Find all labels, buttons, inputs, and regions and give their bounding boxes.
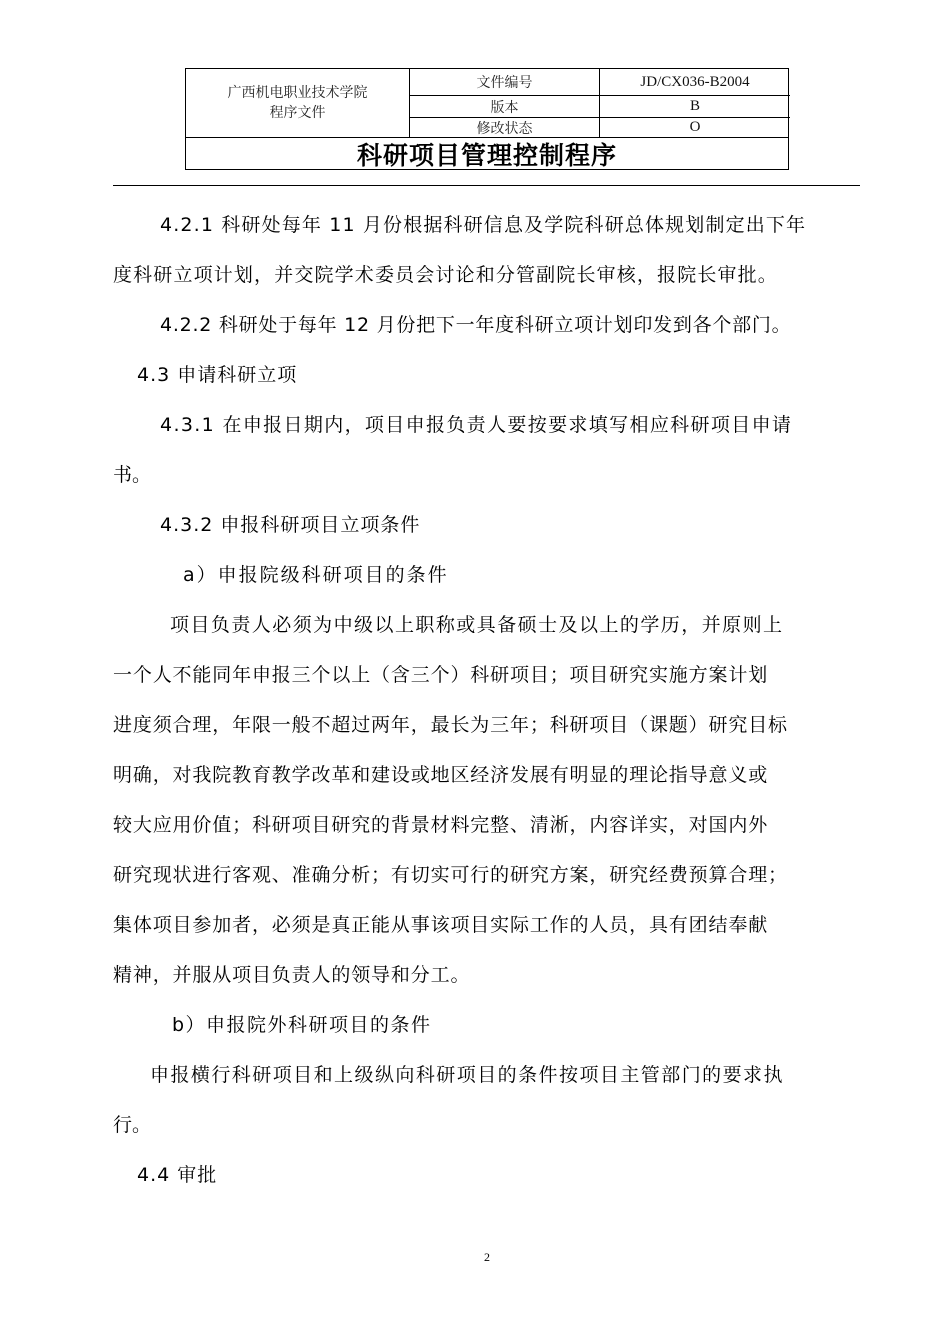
subsection-heading: 4.3.2 申报科研项目立项条件	[160, 514, 421, 536]
revision-row	[410, 118, 790, 137]
paragraph-line: 书。	[113, 464, 152, 486]
paragraph-line: 行。	[113, 1114, 152, 1136]
revision-value: O	[689, 119, 701, 135]
paragraph-line: 项目负责人必须为中级以上职称或具备硕士及以上的学历，并原则上	[170, 614, 784, 636]
paragraph-line: 4.3.1 在申报日期内，项目申报负责人要按要求填写相应科研项目申请	[160, 414, 793, 436]
paragraph-line: 研究现状进行客观、准确分析；有切实可行的研究方案，研究经费预算合理；	[113, 864, 788, 886]
revision-label: 修改状态	[410, 118, 600, 137]
paragraph-line: 进度须合理，年限一般不超过两年，最长为三年；科研项目（课题）研究目标	[113, 714, 788, 736]
document-type: 程序文件	[269, 105, 326, 121]
version-value: B	[689, 98, 700, 114]
paragraph-line: 一个人不能同年申报三个以上（含三个）科研项目；项目研究实施方案计划	[113, 664, 769, 686]
list-item-heading: a）申报院级科研项目的条件	[183, 564, 449, 586]
list-item-heading: b）申报院外科研项目的条件	[172, 1014, 432, 1036]
section-heading: 4.3 申请科研立项	[137, 364, 298, 386]
paragraph-line: 明确，对我院教育教学改革和建设或地区经济发展有明显的理论指导意义或	[113, 764, 769, 786]
document-title: 科研项目管理控制程序	[186, 137, 788, 169]
paragraph-line: 较大应用价值；科研项目研究的背景材料完整、清淅，内容详实，对国内外	[113, 814, 769, 836]
doc-number-value: JD/CX036-B2004	[640, 73, 750, 90]
document-header	[185, 68, 789, 170]
version-row	[410, 96, 790, 118]
paragraph-line: 精神，并服从项目负责人的领导和分工。	[113, 964, 471, 986]
paragraph-line: 申报横行科研项目和上级纵向科研项目的条件按项目主管部门的要求执	[150, 1064, 784, 1086]
header-divider	[113, 185, 860, 186]
organization-name: 广西机电职业技术学院	[227, 85, 368, 101]
version-label: 版本	[410, 96, 600, 117]
page-number: 2	[484, 1250, 490, 1264]
doc-number-row	[410, 69, 790, 96]
paragraph-line: 度科研立项计划，并交院学术委员会讨论和分管副院长审核，报院长审批。	[113, 264, 778, 286]
paragraph-line: 集体项目参加者，必须是真正能从事该项目实际工作的人员，具有团结奉献	[113, 914, 769, 936]
paragraph-line: 4.2.1 科研处每年 11 月份根据科研信息及学院科研总体规划制定出下年	[160, 214, 807, 236]
section-heading: 4.4 审批	[137, 1164, 218, 1186]
organization-cell	[186, 69, 410, 137]
paragraph-line: 4.2.2 科研处于每年 12 月份把下一年度科研立项计划印发到各个部门。	[160, 314, 792, 336]
doc-number-label: 文件编号	[410, 69, 600, 95]
